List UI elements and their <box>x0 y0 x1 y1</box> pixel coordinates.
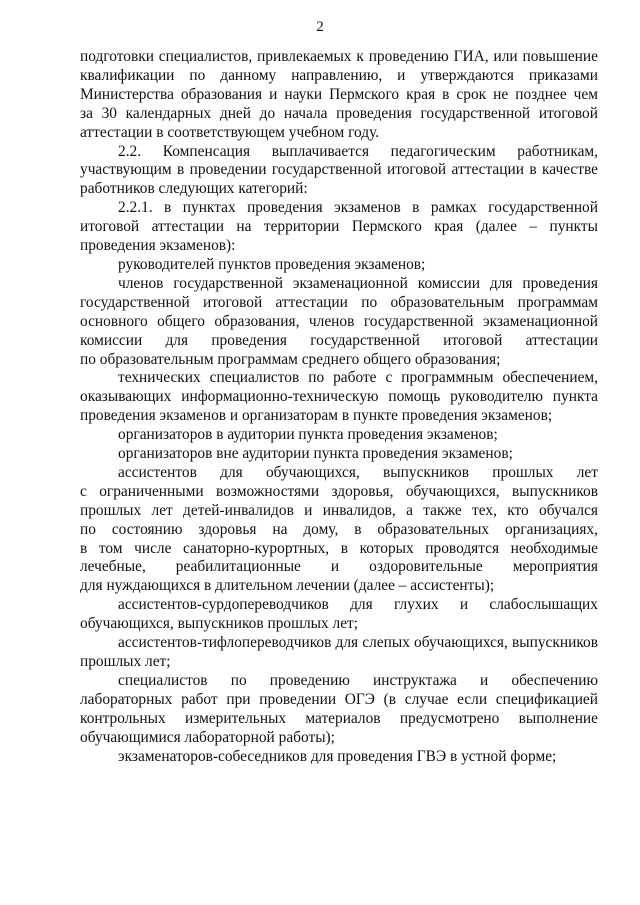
text-line: квалификации по данному направлению, и утверждаются приказами <box>80 66 598 84</box>
paragraph <box>80 634 598 672</box>
text-line: за 30 календарных дней до начала проведения государственной итоговой <box>80 104 598 122</box>
text-line: технических специалистов по работе с программным обеспечением, <box>118 369 598 387</box>
text-line: проведения экзаменов): <box>80 237 236 255</box>
text-line: в том числе санаторно-курортных, в которых проводятся необходимые <box>80 539 598 557</box>
text-line: итоговой аттестации на территории Пермского края (далее – пункты <box>80 218 598 236</box>
text-line: обучающимися лабораторной работы); <box>80 728 335 746</box>
paragraph <box>80 256 598 275</box>
paragraph <box>80 596 598 634</box>
text-line: проведения экзаменов и организаторам в пункте проведения экзаменов; <box>80 407 553 425</box>
text-line: ассистентов для обучающихся, выпускников прошлых лет <box>118 463 598 481</box>
text-line: с ограниченными возможностями здоровья, обучающихся, выпускников <box>80 482 598 500</box>
text-line: прошлых лет детей-инвалидов и инвалидов, а также тех, кто обучался <box>80 501 598 519</box>
text-line: комиссии для проведения государственной итоговой аттестации <box>80 331 598 349</box>
text-line: специалистов по проведению инструктажа и обеспечению <box>118 671 598 689</box>
text-line: 2.2. Компенсация выплачивается педагогическим работникам, <box>118 142 598 160</box>
text-line: лабораторных работ при проведении ОГЭ (в случае если спецификацией <box>80 690 598 708</box>
text-line: участвующим в проведении государственной итоговой аттестации в качестве <box>80 161 598 179</box>
text-line: аттестации в соответствующем учебном году. <box>80 123 380 141</box>
text-line: для нуждающихся в длительном лечении (далее – ассистенты); <box>80 577 495 595</box>
text-line: подготовки специалистов, привлекаемых к проведению ГИА, или повышение <box>80 48 598 65</box>
paragraph <box>80 426 598 445</box>
text-line: руководителей пунктов проведения экзаменов; <box>118 255 426 273</box>
paragraph <box>80 672 598 748</box>
text-line: Министерства образования и науки Пермского края в срок не позднее чем <box>80 85 598 103</box>
text-line: оказывающих информационно-техническую помощь руководителю пункта <box>80 388 598 406</box>
text-line: по состоянию здоровья на дому, в образовательных организациях, <box>80 520 598 538</box>
text-line: членов государственной экзаменационной комиссии для проведения <box>118 274 598 292</box>
paragraph <box>80 464 598 596</box>
page-number: 2 <box>316 19 324 35</box>
paragraph <box>80 143 598 200</box>
text-line: экзаменаторов-собеседников для проведения ГВЭ в устной форме; <box>118 747 557 765</box>
text-line: ассистентов-тифлопереводчиков для слепых обучающихся, выпускников <box>118 634 598 652</box>
text-line: организаторов вне аудитории пункта проведения экзаменов; <box>118 445 513 463</box>
text-line: ассистентов-сурдопереводчиков для глухих и слабослышащих <box>118 596 598 614</box>
text-line: 2.2.1. в пунктах проведения экзаменов в рамках государственной <box>118 199 598 217</box>
text-line: прошлых лет; <box>80 653 171 670</box>
text-line: организаторов в аудитории пункта проведения экзаменов; <box>118 426 498 444</box>
document-body <box>80 48 598 766</box>
paragraph <box>80 199 598 256</box>
text-line: лечебные, реабилитационные и оздоровительные мероприятия <box>80 558 598 576</box>
text-line: обучающихся, выпускников прошлых лет; <box>80 615 359 633</box>
text-line: работников следующих категорий: <box>80 180 308 198</box>
text-line: основного общего образования, членов государственной экзаменационной <box>80 312 598 330</box>
text-line: по образовательным программам среднего общего образования; <box>80 350 501 368</box>
paragraph <box>80 48 598 143</box>
paragraph <box>80 369 598 426</box>
paragraph <box>80 748 598 767</box>
paragraph <box>80 445 598 464</box>
text-line: государственной итоговой аттестации по образовательным программам <box>80 293 598 311</box>
text-line: контрольных измерительных материалов предусмотрено выполнение <box>80 709 598 727</box>
paragraph <box>80 275 598 370</box>
